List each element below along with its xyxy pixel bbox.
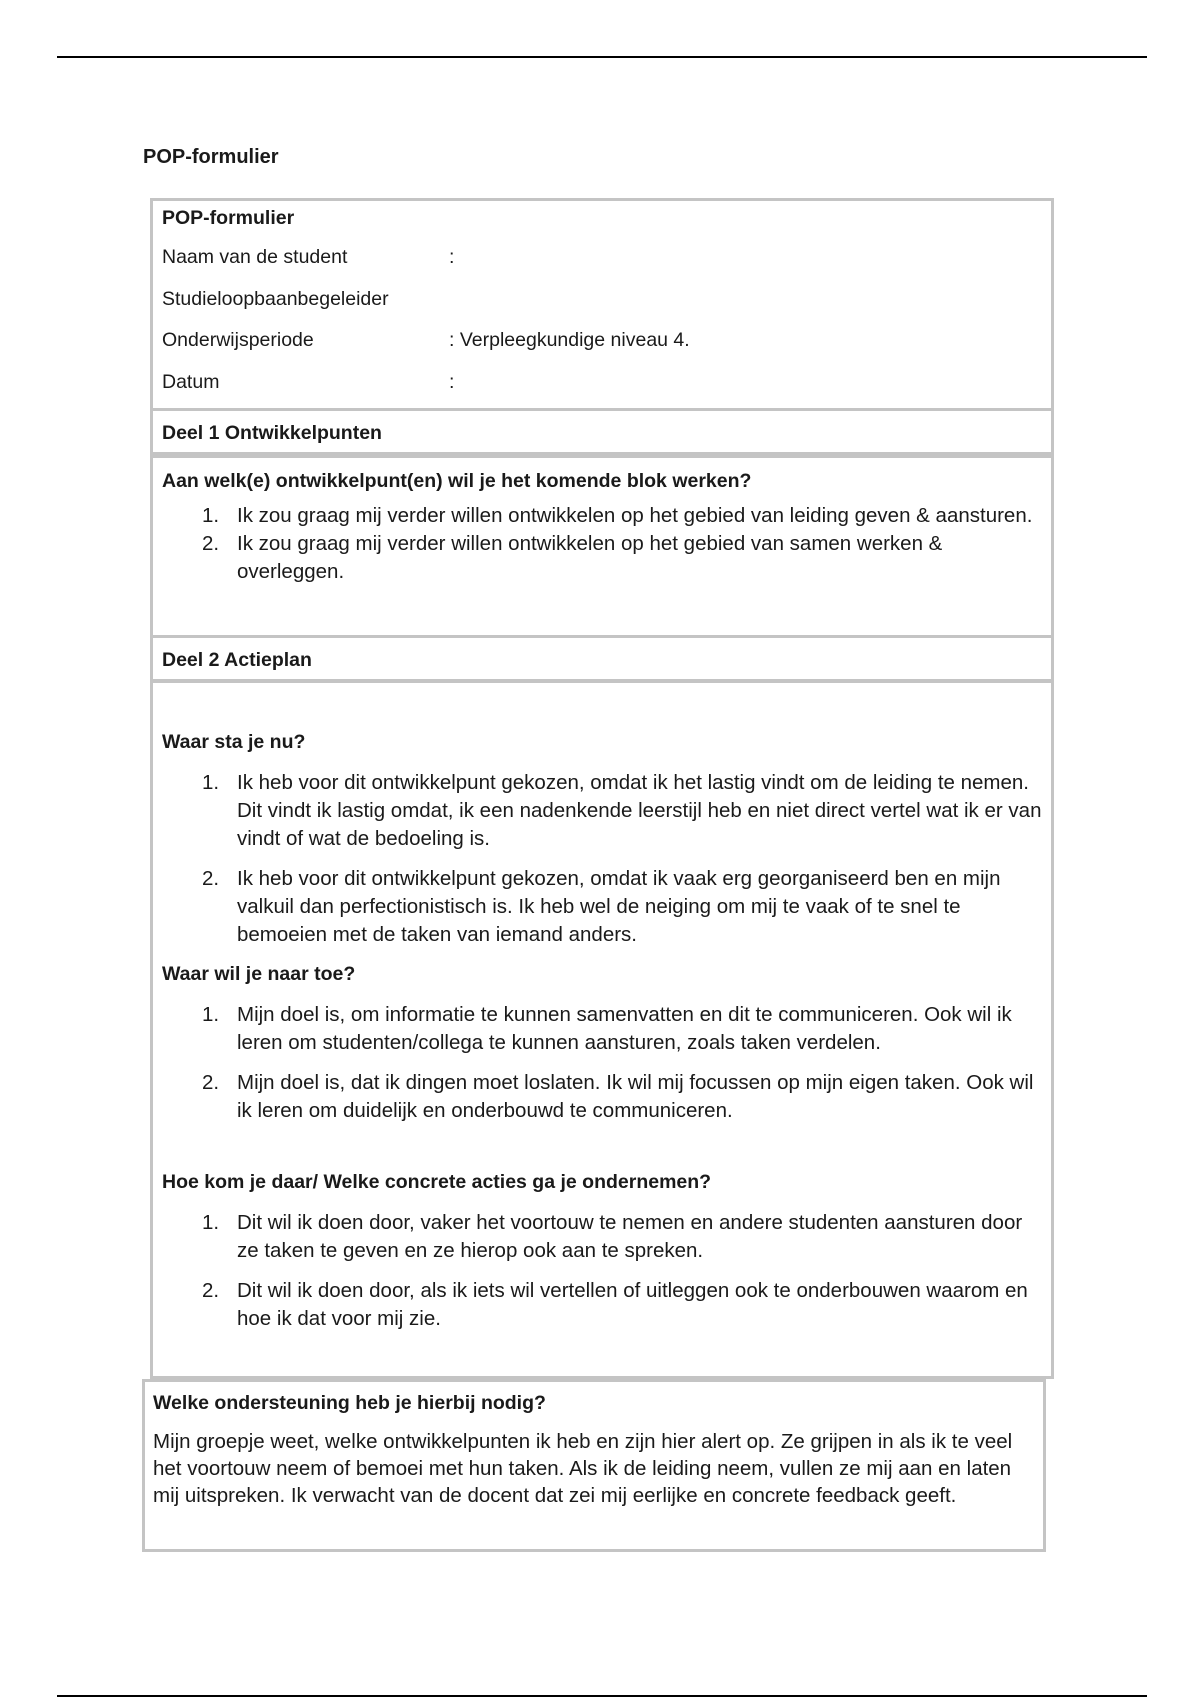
deel1-question-cell bbox=[150, 455, 1054, 638]
section-list bbox=[162, 1209, 1042, 1345]
list-item bbox=[162, 1209, 1042, 1265]
list-item bbox=[162, 1277, 1042, 1333]
support-question: Welke ondersteuning heb je hierbij nodig? bbox=[153, 1392, 546, 1414]
section-list bbox=[162, 1001, 1042, 1137]
header-section bbox=[150, 198, 1054, 411]
item-text: Ik heb voor dit ontwikkelpunt gekozen, omdat ik vaak erg georganiseerd ben en mijn valkuil dan perfectionistisch is. Ik heb wel de neiging om mij te vaak of te snel te bemoeien met de taken van iemand anders. bbox=[237, 867, 1001, 946]
item-text: Ik zou graag mij verder willen ontwikkelen op het gebied van leiding geven & aansturen. bbox=[237, 504, 1033, 527]
item-number: 2. bbox=[202, 532, 220, 555]
item-text: Mijn doel is, dat ik dingen moet loslaten. Ik wil mij focussen op mijn eigen taken. Ook wil ik leren om duidelijk en onderbouwd te communiceren. bbox=[237, 1071, 1034, 1122]
info-row-slb bbox=[162, 288, 449, 311]
info-label: Datum bbox=[162, 371, 220, 393]
list-item bbox=[162, 769, 1042, 853]
item-text: Ik heb voor dit ontwikkelpunt gekozen, omdat ik het lastig vindt om de leiding te nemen. Dit vindt ik lastig omdat, ik een nadenkende leerstijl heb en niet direct vertel wat ik er van vindt of wat de bedoeling is. bbox=[237, 771, 1042, 850]
support-cell bbox=[142, 1379, 1046, 1552]
item-text: Ik zou graag mij verder willen ontwikkelen op het gebied van samen werken & overleggen. bbox=[237, 532, 943, 583]
top-rule bbox=[57, 56, 1147, 58]
item-number: 2. bbox=[202, 1279, 220, 1302]
info-value: : bbox=[449, 371, 455, 393]
deel2-heading-cell bbox=[150, 635, 1054, 682]
deel1-list bbox=[162, 502, 1042, 586]
list-item bbox=[162, 1069, 1042, 1125]
info-label: Naam van de student bbox=[162, 246, 348, 268]
item-number: 1. bbox=[202, 1003, 220, 1026]
action-plan-cell bbox=[150, 680, 1054, 1379]
deel1-heading: Deel 1 Ontwikkelpunten bbox=[162, 422, 382, 444]
section-list bbox=[162, 769, 1042, 961]
list-item bbox=[162, 865, 1042, 949]
section-question: Waar sta je nu? bbox=[162, 731, 306, 753]
support-text: Mijn groepje weet, welke ontwikkelpunten ik heb en zijn hier alert op. Ze grijpen in als ik te veel het voortouw neem of bemoei met hun taken. Als ik de leiding neem, vullen ze mij aan en laten mij uitspreken. Ik verwacht van de docent dat zei mij eerlijke en concrete feedback geeft. bbox=[153, 1430, 1013, 1507]
info-row-date bbox=[162, 371, 454, 394]
list-item bbox=[162, 502, 1042, 530]
deel1-heading-cell bbox=[150, 408, 1054, 455]
item-number: 2. bbox=[202, 867, 220, 890]
section-question: Waar wil je naar toe? bbox=[162, 963, 356, 985]
item-number: 1. bbox=[202, 504, 220, 527]
document-title: POP-formulier bbox=[143, 146, 279, 168]
bottom-rule bbox=[57, 1695, 1147, 1697]
item-number: 1. bbox=[202, 1211, 220, 1234]
info-value: : bbox=[449, 246, 455, 268]
form-title: POP-formulier bbox=[162, 207, 295, 229]
item-text: Mijn doel is, om informatie te kunnen samenvatten en dit te communiceren. Ook wil ik leren om studenten/collega te kunnen aansturen, zoals taken verdelen. bbox=[237, 1003, 1012, 1054]
section-question: Hoe kom je daar/ Welke concrete acties ga je ondernemen? bbox=[162, 1171, 712, 1193]
info-row-period bbox=[162, 329, 690, 352]
info-label: Onderwijsperiode bbox=[162, 329, 314, 351]
item-number: 1. bbox=[202, 771, 220, 794]
info-label: Studieloopbaanbegeleider bbox=[162, 288, 389, 310]
info-row-student bbox=[162, 246, 454, 269]
list-item bbox=[162, 530, 1042, 586]
item-text: Dit wil ik doen door, vaker het voortouw te nemen en andere studenten aansturen door ze taken te geven en ze hierop ook aan te spreken. bbox=[237, 1211, 1023, 1262]
item-number: 2. bbox=[202, 1071, 220, 1094]
deel1-question: Aan welk(e) ontwikkelpunt(en) wil je het komende blok werken? bbox=[162, 470, 752, 492]
info-value: : Verpleegkundige niveau 4. bbox=[449, 329, 690, 351]
item-text: Dit wil ik doen door, als ik iets wil vertellen of uitleggen ook te onderbouwen waarom en hoe ik dat voor mij zie. bbox=[237, 1279, 1028, 1330]
deel2-heading: Deel 2 Actieplan bbox=[162, 649, 312, 671]
list-item bbox=[162, 1001, 1042, 1057]
